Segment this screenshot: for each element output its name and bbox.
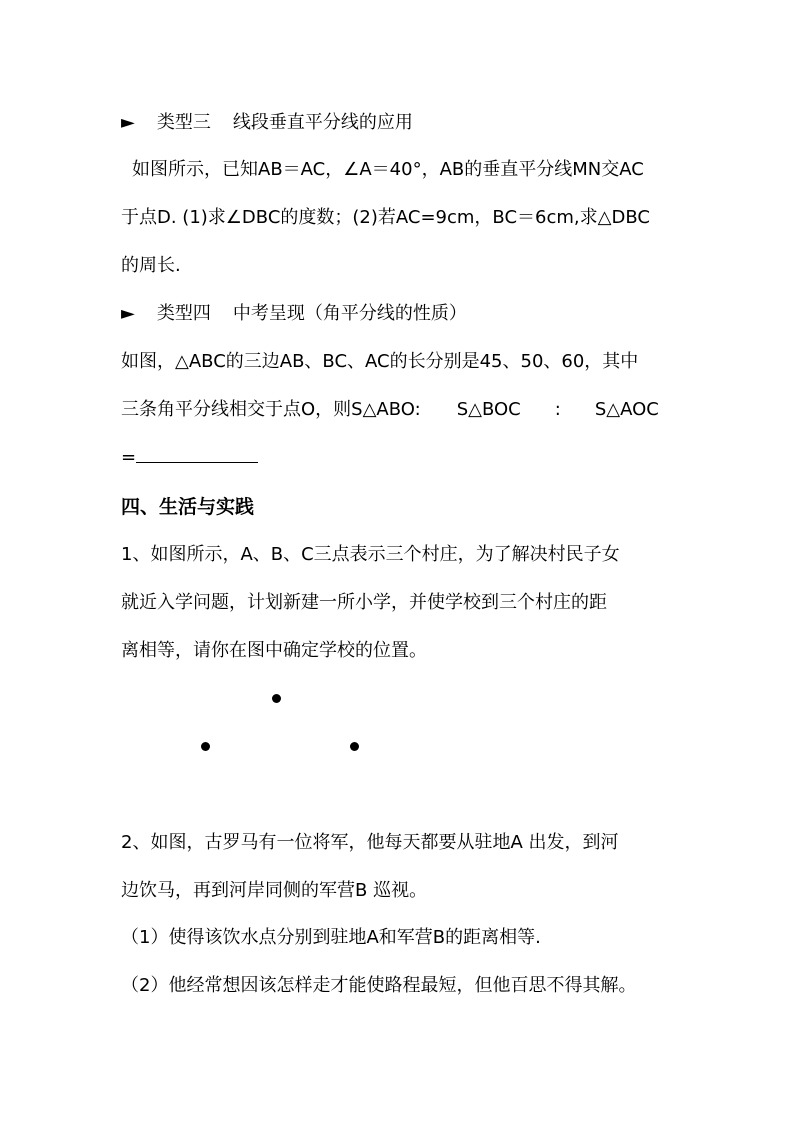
problem-type4-line1: 如图，△ABC的三边AB、BC、AC的长分别是45、50、60，其中 [121, 351, 639, 372]
section-type4-heading [121, 302, 467, 326]
village-dot-top [272, 694, 281, 703]
problem2-item2: （2）他经常想因该怎样走才能使路程最短，但他百思不得其解。 [121, 975, 637, 996]
problem1-line3: 离相等，请你在图中确定学校的位置。 [121, 640, 427, 661]
section-type3-heading [121, 111, 413, 135]
problem-type3-line2: 于点D. (1)求∠DBC的度数；(2)若AC=9cm，BC＝6cm,求△DBC [121, 207, 650, 228]
section-type3-title: 线段垂直平分线的应用 [232, 112, 413, 133]
ratio-colon: : [554, 399, 561, 420]
section4-heading: 四、生活与实践 [121, 496, 255, 518]
triangle-right-icon: ► [121, 112, 135, 133]
section-type4-title: 中考呈现（角平分线的性质） [232, 303, 467, 324]
village-dot-right [350, 742, 359, 751]
ratio-boc: S△BOC [456, 399, 521, 420]
section-type3-label: 类型三 [156, 112, 211, 133]
problem-type3-line3: 的周长. [121, 255, 181, 276]
triangle-right-icon: ► [121, 303, 135, 324]
ratio-abo: 三条角平分线相交于点O，则S△ABO: [121, 399, 421, 420]
answer-blank[interactable] [136, 446, 258, 463]
problem1-line1: 1、如图所示，A、B、C三点表示三个村庄，为了解决村民子女 [121, 544, 620, 565]
section-type4-label: 类型四 [156, 303, 211, 324]
ratio-aoc: S△AOC [594, 399, 659, 420]
problem-type4-line3 [121, 446, 258, 470]
problem-type3-line1: 如图所示，已知AB＝AC，∠A＝40°，AB的垂直平分线MN交AC [132, 159, 644, 180]
problem2-item1: （1）使得该饮水点分别到驻地A和军营B的距离相等. [121, 927, 541, 948]
equals-sign: = [121, 447, 137, 468]
problem2-line1: 2、如图，古罗马有一位将军，他每天都要从驻地A 出发，到河 [121, 832, 619, 853]
problem2-line2: 边饮马，再到河岸同侧的军营B 巡视。 [121, 880, 428, 901]
problem-type4-line2 [121, 398, 659, 422]
village-dot-left [201, 742, 210, 751]
problem1-line2: 就近入学问题，计划新建一所小学，并使学校到三个村庄的距 [121, 592, 607, 613]
